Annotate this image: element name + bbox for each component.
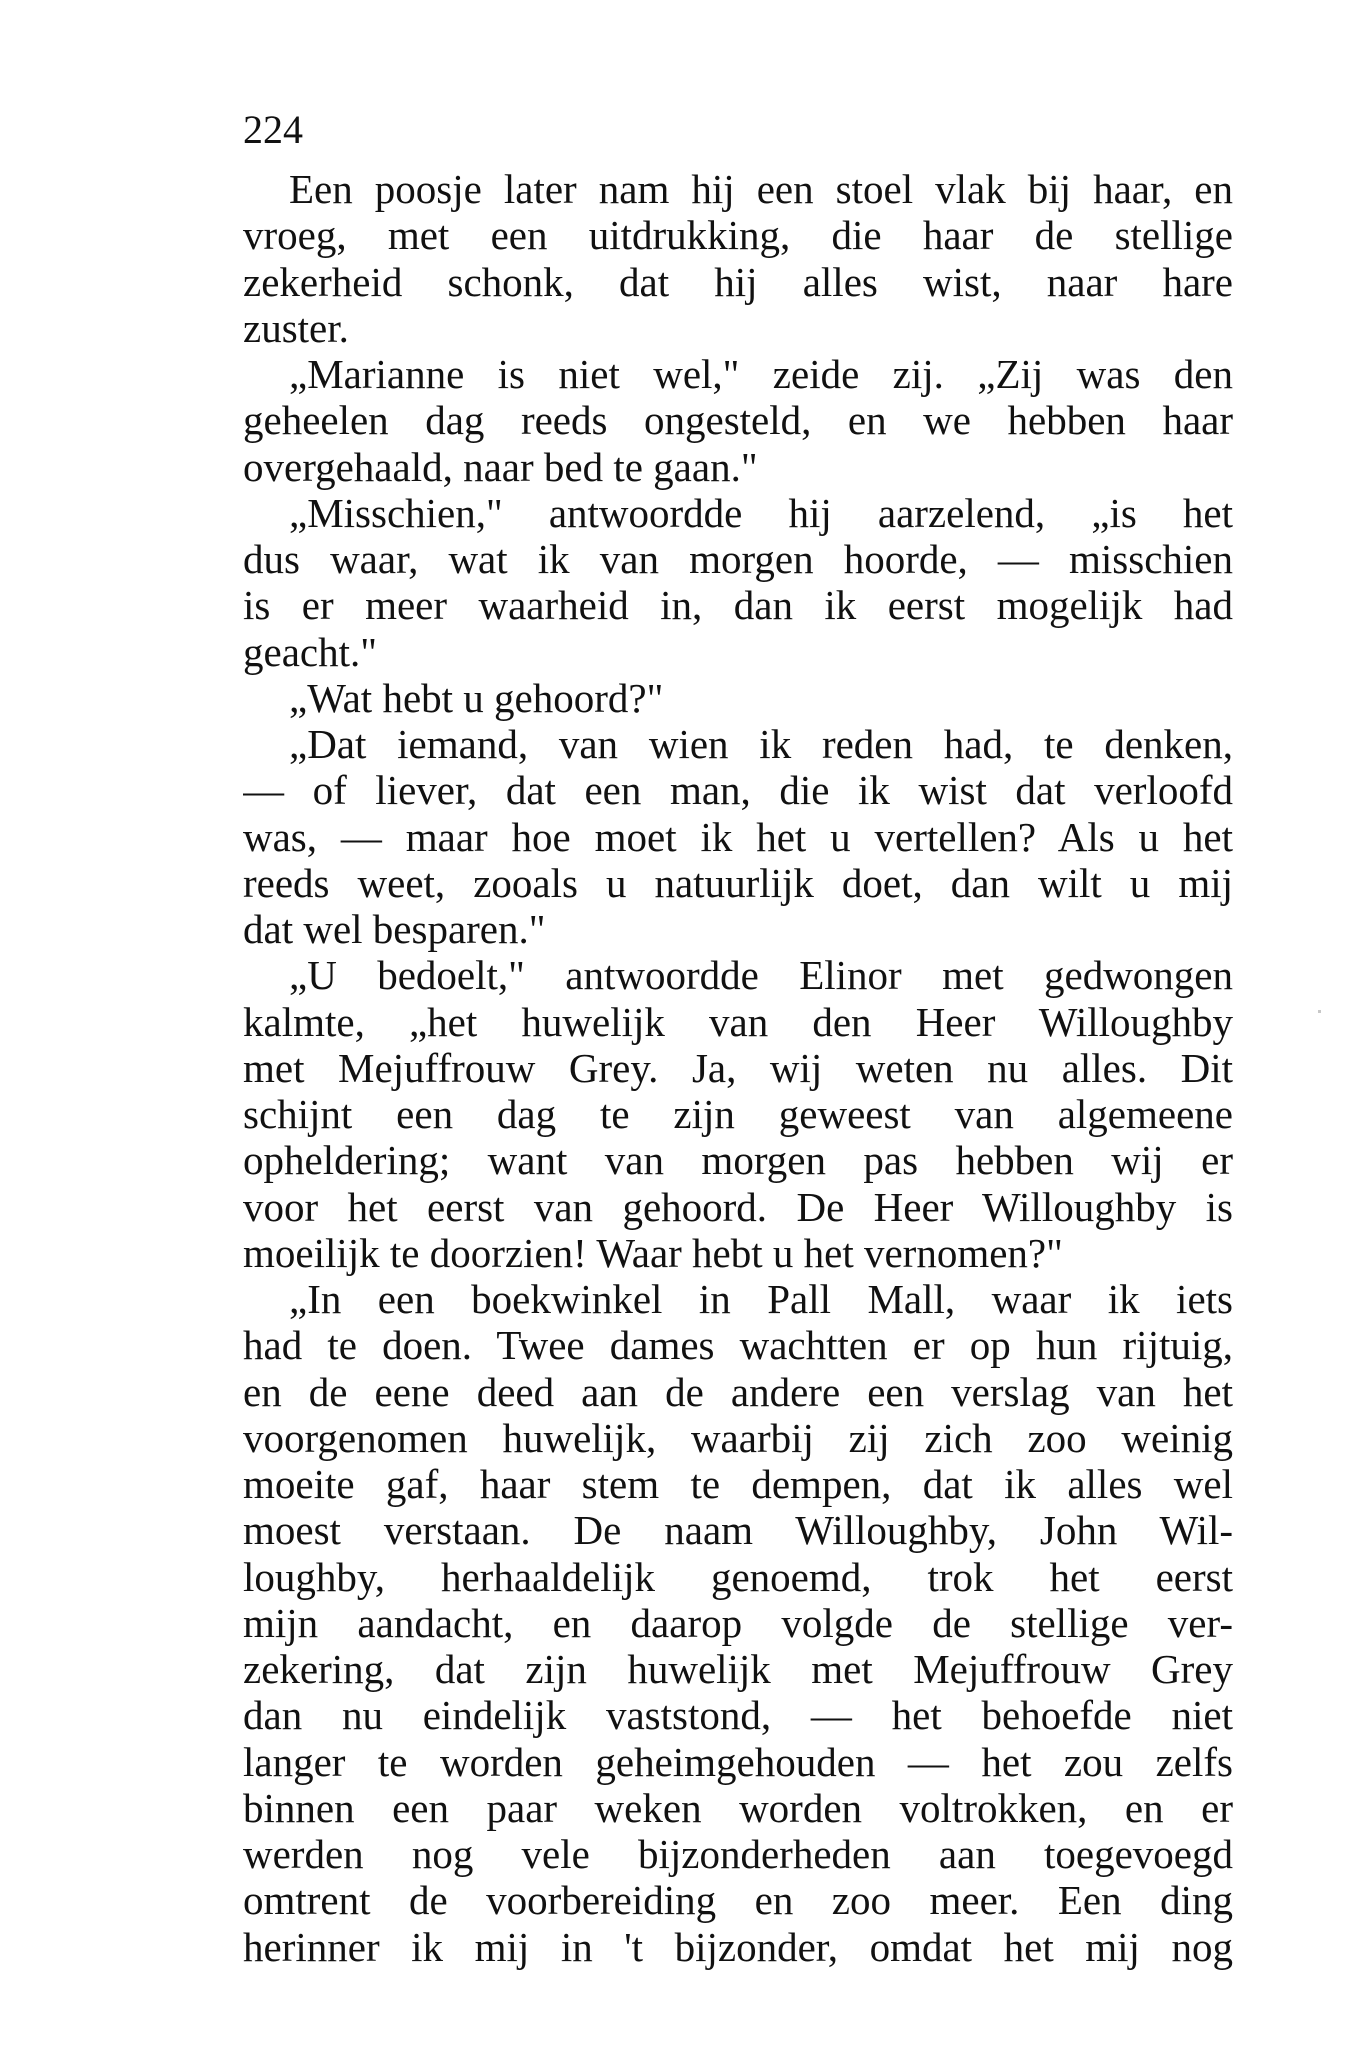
text-line: „Marianne is niet wel," zeide zij. „Zij was den [289, 351, 1233, 397]
text-line: omtrent de voorbereiding en zoo meer. Een ding [243, 1877, 1233, 1924]
text-line: werden nog vele bijzonderheden aan toegevoegd [243, 1831, 1233, 1877]
text-line: geheelen dag reeds ongesteld, en we hebben haar [243, 397, 1233, 444]
text-line: was, — maar hoe moet ik het u vertellen? Als u het [243, 813, 1233, 860]
text-line: mijn aandacht, en daarop volgde de stellige ver- [243, 1599, 1233, 1646]
text-line: „Wat hebt u gehoord?" [289, 674, 664, 721]
text-line: langer te worden geheimgehouden — het zou zelfs [243, 1738, 1233, 1785]
text-line: geacht." [243, 628, 377, 675]
text-line: reeds weet, zooals u natuurlijk doet, dan wilt u mij [243, 859, 1233, 906]
text-line: zekering, dat zijn huwelijk met Mejuffrouw Grey [243, 1646, 1233, 1692]
text-line: vroeg, met een uitdrukking, die haar de stellige [243, 212, 1233, 259]
text-line: overgehaald, naar bed te gaan." [243, 443, 758, 490]
text-line: is er meer waarheid in, dan ik eerst mogelijk had [243, 582, 1233, 629]
text-line: kalmte, „het huwelijk van den Heer Willoughby [243, 998, 1233, 1045]
text-line: — of liever, dat een man, die ik wist dat verloofd [243, 767, 1233, 814]
text-line: „In een boekwinkel in Pall Mall, waar ik iets [289, 1276, 1233, 1322]
text-line: „U bedoelt," antwoordde Elinor met gedwongen [289, 952, 1233, 999]
text-line: zekerheid schonk, dat hij alles wist, naar hare [243, 258, 1233, 305]
text-line: Een poosje later nam hij een stoel vlak bij haar, en [289, 166, 1233, 212]
text-line: dat wel besparen." [243, 906, 546, 952]
text-line: moeilijk te doorzien! Waar hebt u het vernomen?" [243, 1229, 1063, 1276]
text-line: en de eene deed aan de andere een verslag van het [243, 1368, 1233, 1415]
text-line: „Misschien," antwoordde hij aarzelend, „is het [289, 489, 1233, 536]
text-line: met Mejuffrouw Grey. Ja, wij weten nu alles. Dit [243, 1044, 1233, 1091]
text-line: voorgenomen huwelijk, waarbij zij zich zoo weinig [243, 1414, 1233, 1461]
text-line: schijnt een dag te zijn geweest van algemeene [243, 1091, 1233, 1137]
text-line: had te doen. Twee dames wachtten er op hun rijtuig, [243, 1322, 1233, 1369]
text-line: moest verstaan. De naam Willoughby, John Wil- [243, 1507, 1233, 1554]
text-line: moeite gaf, haar stem te dempen, dat ik alles wel [243, 1461, 1233, 1507]
scan-speck [1318, 1010, 1321, 1013]
text-line: loughby, herhaaldelijk genoemd, trok het eerst [243, 1553, 1233, 1600]
text-line: opheldering; want van morgen pas hebben wij er [243, 1137, 1233, 1184]
text-line: voor het eerst van gehoord. De Heer Willoughby is [243, 1183, 1233, 1230]
text-line: binnen een paar weken worden voltrokken, en er [243, 1784, 1233, 1831]
text-line: „Dat iemand, van wien ik reden had, te denken, [289, 721, 1233, 767]
text-line: dan nu eindelijk vaststond, — het behoefde niet [243, 1692, 1233, 1739]
body-text [243, 166, 1233, 1970]
page-number: 224 [243, 107, 303, 152]
text-line: herinner ik mij in 't bijzonder, omdat het mij nog [243, 1923, 1233, 1970]
text-line: zuster. [243, 304, 349, 351]
text-line: dus waar, wat ik van morgen hoorde, — misschien [243, 536, 1233, 582]
